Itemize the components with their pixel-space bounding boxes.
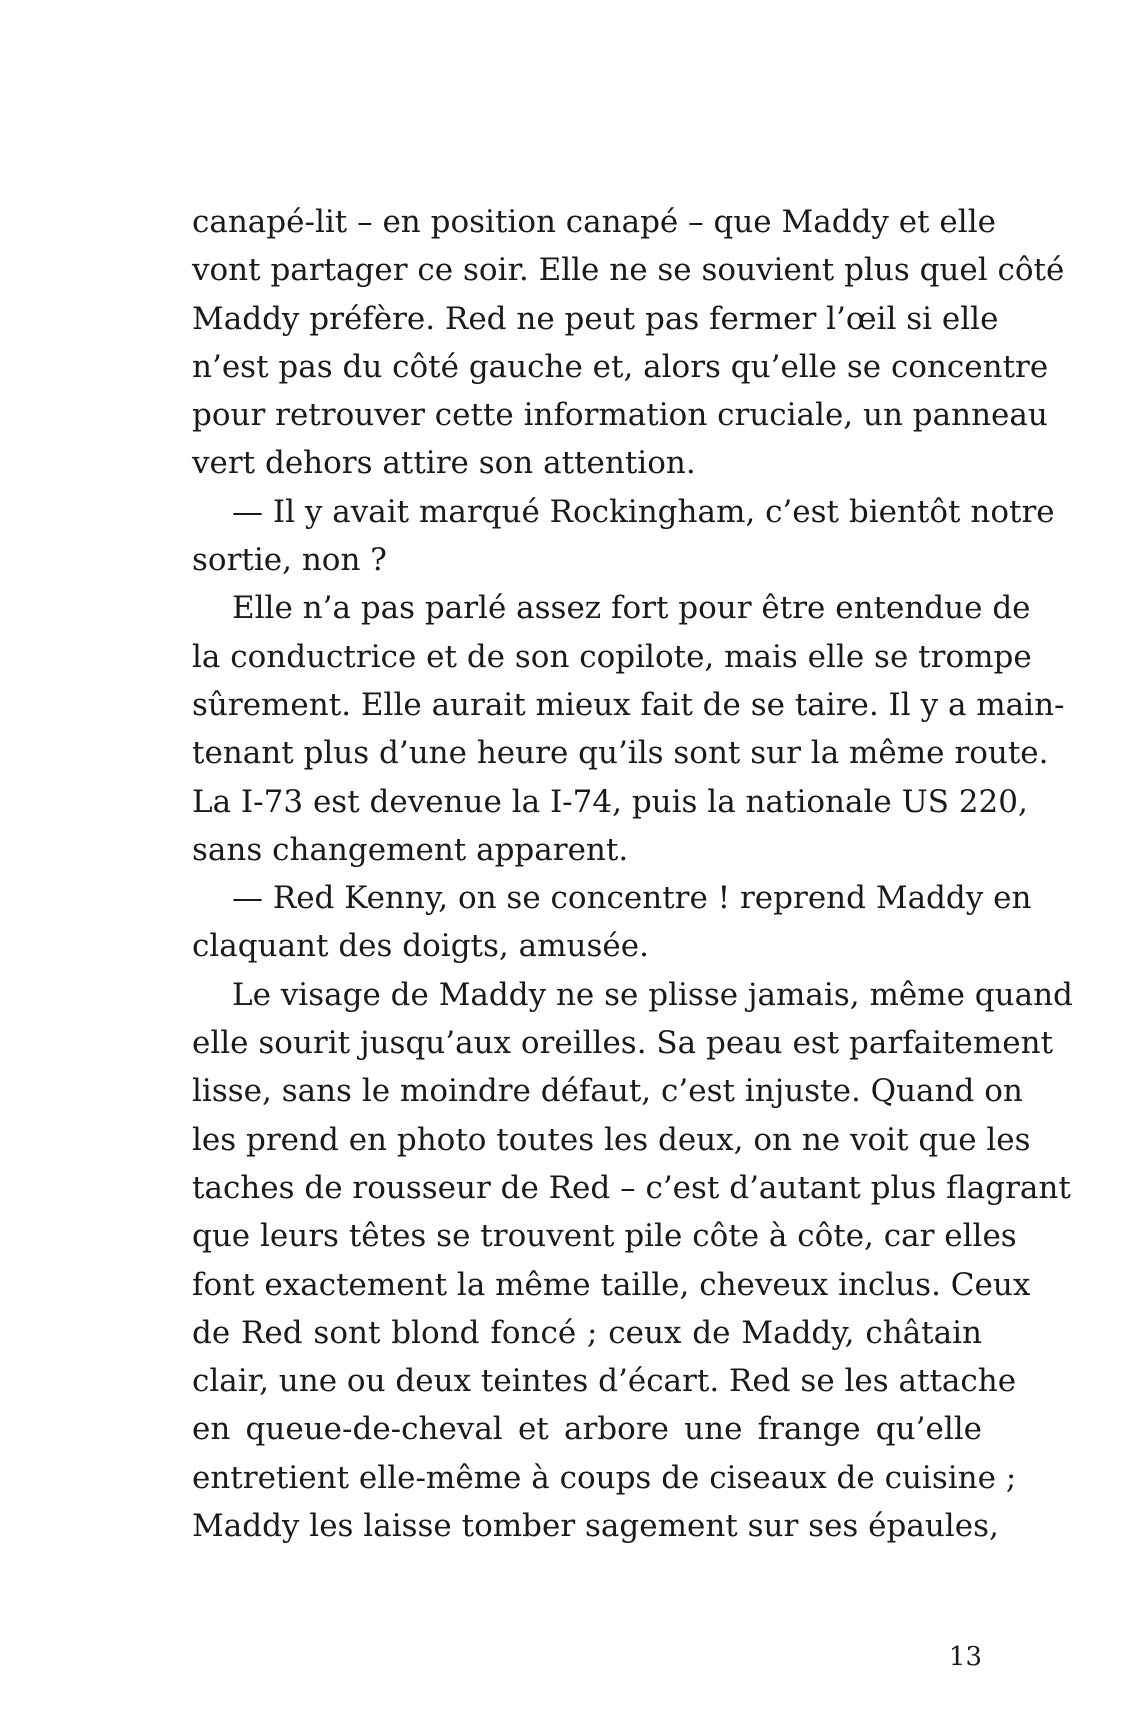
text-line: La I-73 est devenue la I-74, puis la nationale US 220, [192, 783, 1028, 820]
text-line: lisse, sans le moindre défaut, c’est injuste. Quand on [192, 1073, 1023, 1110]
text-line: clair, une ou deux teintes d’écart. Red se les attache [192, 1363, 1017, 1400]
text-line: la conductrice et de son copilote, mais elle se trompe [192, 638, 1032, 675]
text-line: vont partager ce soir. Elle ne se souvient plus quel côté [192, 252, 1065, 289]
text-line: vert dehors attire son attention. [192, 445, 696, 482]
paragraph-start-line: Elle n’a pas parlé assez fort pour être entendue de [232, 590, 1031, 627]
text-line: n’est pas du côté gauche et, alors qu’elle se concentre [192, 348, 1049, 385]
text-line: en queue-de-cheval et arbore une frange qu’elle [192, 1411, 982, 1448]
text-line: Maddy préfère. Red ne peut pas fermer l’œil si elle [192, 300, 999, 337]
text-line: tenant plus d’une heure qu’ils sont sur la même route. [192, 735, 1049, 772]
text-line: font exactement la même taille, cheveux inclus. Ceux [192, 1266, 1031, 1303]
text-line: pour retrouver cette information cruciale, un panneau [192, 397, 1048, 434]
dialogue-line: — Red Kenny, on se concentre ! reprend Maddy en [232, 880, 1032, 917]
text-line: que leurs têtes se trouvent pile côte à côte, car elles [192, 1218, 1017, 1255]
body-text [192, 198, 1073, 1550]
text-line: les prend en photo toutes les deux, on ne voit que les [192, 1121, 1031, 1158]
text-line: sans changement apparent. [192, 831, 629, 868]
text-line: Maddy les laisse tomber sagement sur ses épaules, [192, 1508, 999, 1545]
text-line: sûrement. Elle aurait mieux fait de se taire. Il y a main- [192, 686, 1065, 723]
text-line: sortie, non ? [192, 542, 387, 579]
paragraph-start-line: Le visage de Maddy ne se plisse jamais, même quand [232, 976, 1073, 1013]
text-line: claquant des doigts, amusée. [192, 928, 649, 965]
dialogue-line: — Il y avait marqué Rockingham, c’est bientôt notre [232, 493, 1055, 530]
text-line: elle sourit jusqu’aux oreilles. Sa peau est parfaitement [192, 1025, 1054, 1062]
text-line: de Red sont blond foncé ; ceux de Maddy, châtain [192, 1314, 982, 1351]
page-number: 13 [948, 1642, 982, 1672]
text-line: entretient elle-même à coups de ciseaux de cuisine ; [192, 1459, 1017, 1496]
text-line: taches de rousseur de Red – c’est d’autant plus flagrant [192, 1169, 1071, 1206]
text-line: canapé-lit – en position canapé – que Maddy et elle [192, 204, 996, 240]
